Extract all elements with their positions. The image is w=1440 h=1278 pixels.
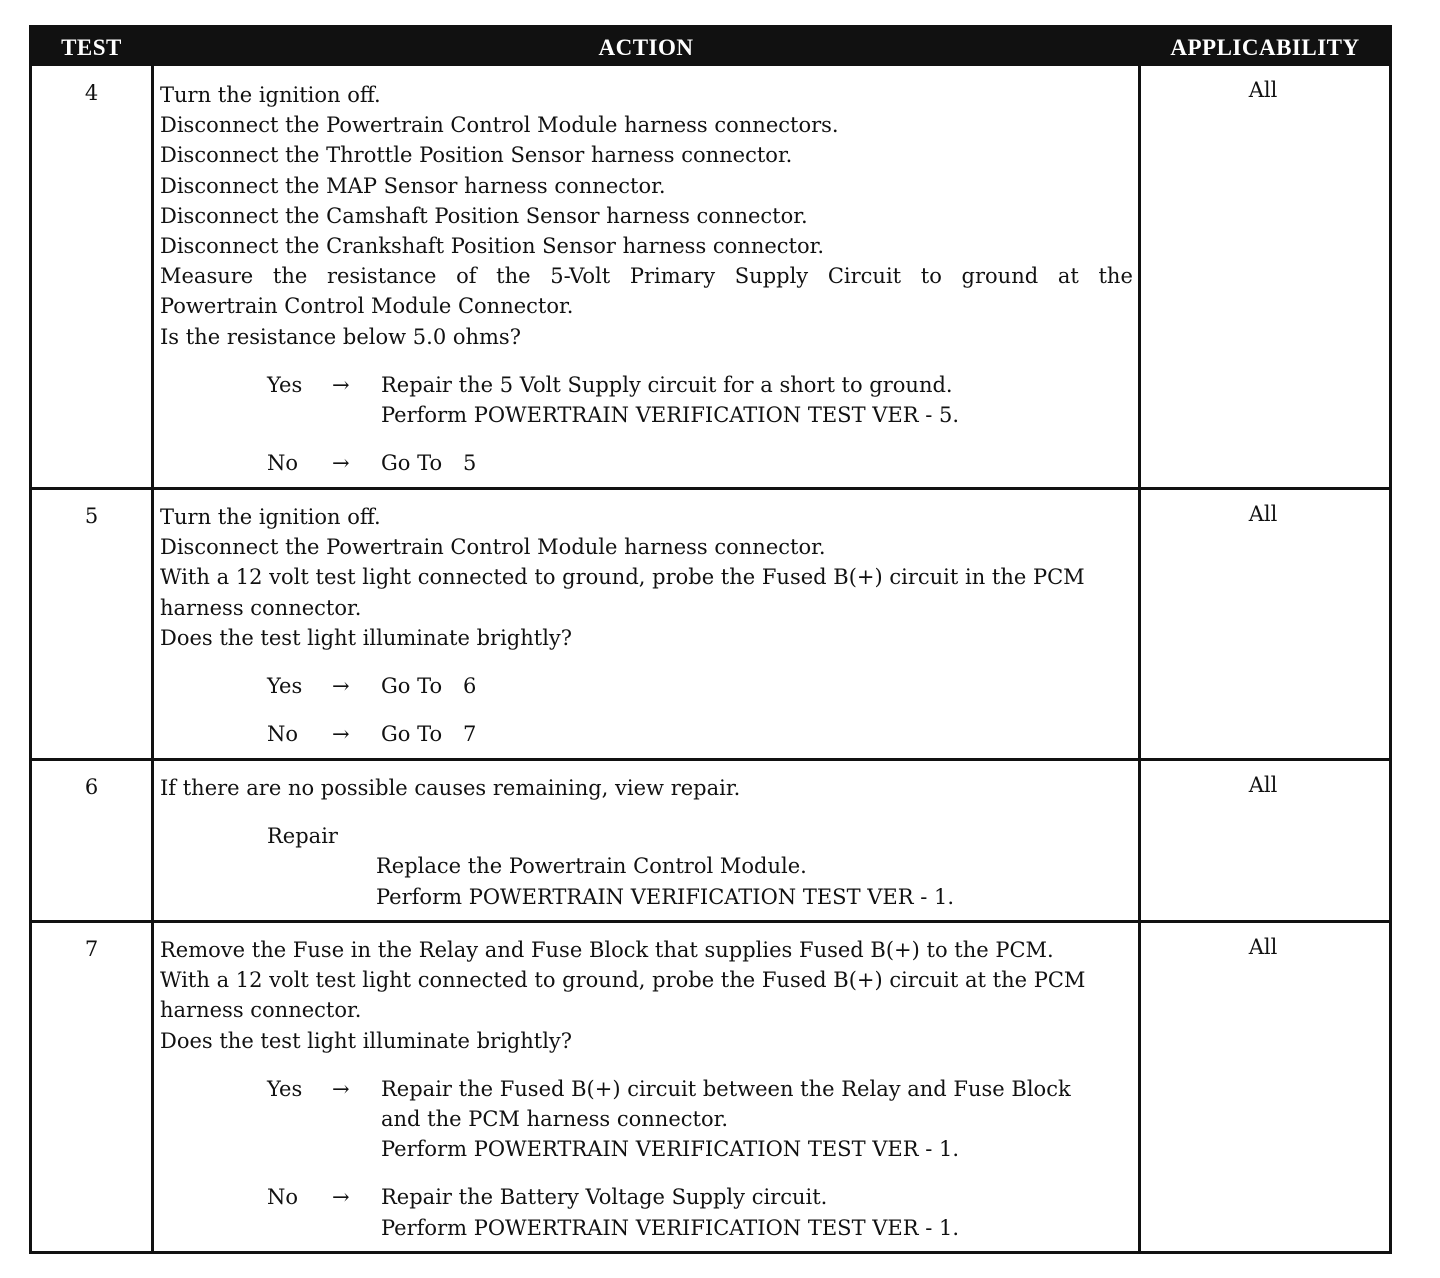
go-to-target: 5 [463, 451, 477, 476]
action-line: Disconnect the MAP Sensor harness connector. [160, 173, 666, 198]
arrow-icon: → [332, 1076, 350, 1101]
no-answer [160, 448, 1133, 478]
table-header [32, 28, 1389, 66]
action-line: harness connector. [160, 998, 362, 1023]
action-line: Disconnect the Throttle Position Sensor harness connector. [160, 143, 793, 168]
go-to-label: Go To [381, 722, 443, 747]
action-line: With a 12 volt test light connected to ground, probe the Fused B(+) circuit in the PCM [160, 565, 1085, 590]
action-line: Disconnect the Crankshaft Position Sensor harness connector. [160, 233, 825, 258]
test-row-4 [32, 66, 1389, 490]
applicability-value: All [1248, 773, 1278, 797]
action-line: With a 12 volt test light connected to ground, probe the Fused B(+) circuit at the PCM [160, 968, 1086, 993]
action-line: Disconnect the Powertrain Control Module harness connector. [160, 535, 826, 560]
action-cell [160, 773, 1133, 912]
go-to-label: Go To [381, 673, 443, 698]
action-line: Does the test light illuminate brightly? [160, 1028, 573, 1053]
action-line: Remove the Fuse in the Relay and Fuse Block that supplies Fused B(+) to the PCM. [160, 938, 1054, 962]
repair-line: Replace the Powertrain Control Module. [376, 854, 807, 879]
action-line: If there are no possible causes remaining, view repair. [160, 776, 741, 800]
test-number: 6 [84, 775, 99, 799]
action-cell [160, 935, 1133, 1243]
action-line: Turn the ignition off. [160, 83, 381, 107]
action-line: Disconnect the Powertrain Control Module harness connectors. [160, 113, 839, 138]
action-line: Measure the resistance of the 5-Volt Primary Supply Circuit to ground at the [160, 264, 1133, 289]
yes-answer [160, 370, 1133, 400]
applicability-value: All [1248, 502, 1278, 526]
arrow-icon: → [332, 1185, 350, 1210]
go-to-target: 6 [463, 673, 477, 698]
yes-result: and the PCM harness connector. [381, 1106, 729, 1131]
action-line: Disconnect the Camshaft Position Sensor harness connector. [160, 203, 808, 228]
action-cell [160, 502, 1133, 749]
arrow-icon: → [332, 673, 350, 698]
go-to-target: 7 [463, 722, 477, 747]
yes-label: Yes [267, 1076, 303, 1101]
applicability-value: All [1248, 935, 1278, 959]
arrow-icon: → [332, 722, 350, 747]
action-line: Turn the ignition off. [160, 505, 381, 529]
arrow-icon: → [332, 451, 350, 476]
header-action: ACTION [598, 35, 694, 60]
yes-label: Yes [267, 673, 303, 698]
test-row-6 [32, 761, 1389, 923]
no-result: Repair the Battery Voltage Supply circuit. [381, 1185, 828, 1210]
yes-result: Perform POWERTRAIN VERIFICATION TEST VER - 5. [381, 402, 960, 427]
header-applicability: APPLICABILITY [1170, 35, 1360, 60]
repair-label: Repair [267, 824, 338, 849]
header-test: TEST [61, 35, 122, 60]
diagnostic-test-table [29, 25, 1392, 1254]
action-line: harness connector. [160, 595, 362, 620]
repair-line: Perform POWERTRAIN VERIFICATION TEST VER - 1. [376, 884, 955, 909]
test-number: 5 [84, 504, 99, 528]
yes-answer [160, 1074, 1133, 1104]
test-number: 7 [84, 937, 99, 961]
no-answer [160, 1182, 1133, 1212]
test-number: 4 [84, 81, 99, 105]
arrow-icon: → [332, 372, 350, 397]
action-line: Is the resistance below 5.0 ohms? [160, 324, 521, 349]
no-label: No [267, 1185, 299, 1210]
action-line: Does the test light illuminate brightly? [160, 625, 573, 650]
no-label: No [267, 451, 299, 476]
go-to-label: Go To [381, 451, 443, 476]
yes-result: Repair the Fused B(+) circuit between the Relay and Fuse Block [381, 1076, 1071, 1101]
yes-result: Perform POWERTRAIN VERIFICATION TEST VER - 1. [381, 1137, 960, 1162]
action-cell [160, 80, 1133, 478]
no-result: Perform POWERTRAIN VERIFICATION TEST VER - 1. [381, 1215, 960, 1240]
yes-result: Repair the 5 Volt Supply circuit for a short to ground. [381, 372, 953, 397]
test-row-7 [32, 923, 1389, 1251]
no-label: No [267, 722, 299, 747]
yes-result-continued [160, 400, 1133, 430]
test-row-5 [32, 490, 1389, 761]
repair-section [160, 821, 1133, 851]
yes-label: Yes [267, 372, 303, 397]
no-answer [160, 719, 1133, 749]
action-line: Powertrain Control Module Connector. [160, 294, 574, 319]
applicability-value: All [1248, 78, 1278, 102]
yes-answer [160, 671, 1133, 701]
